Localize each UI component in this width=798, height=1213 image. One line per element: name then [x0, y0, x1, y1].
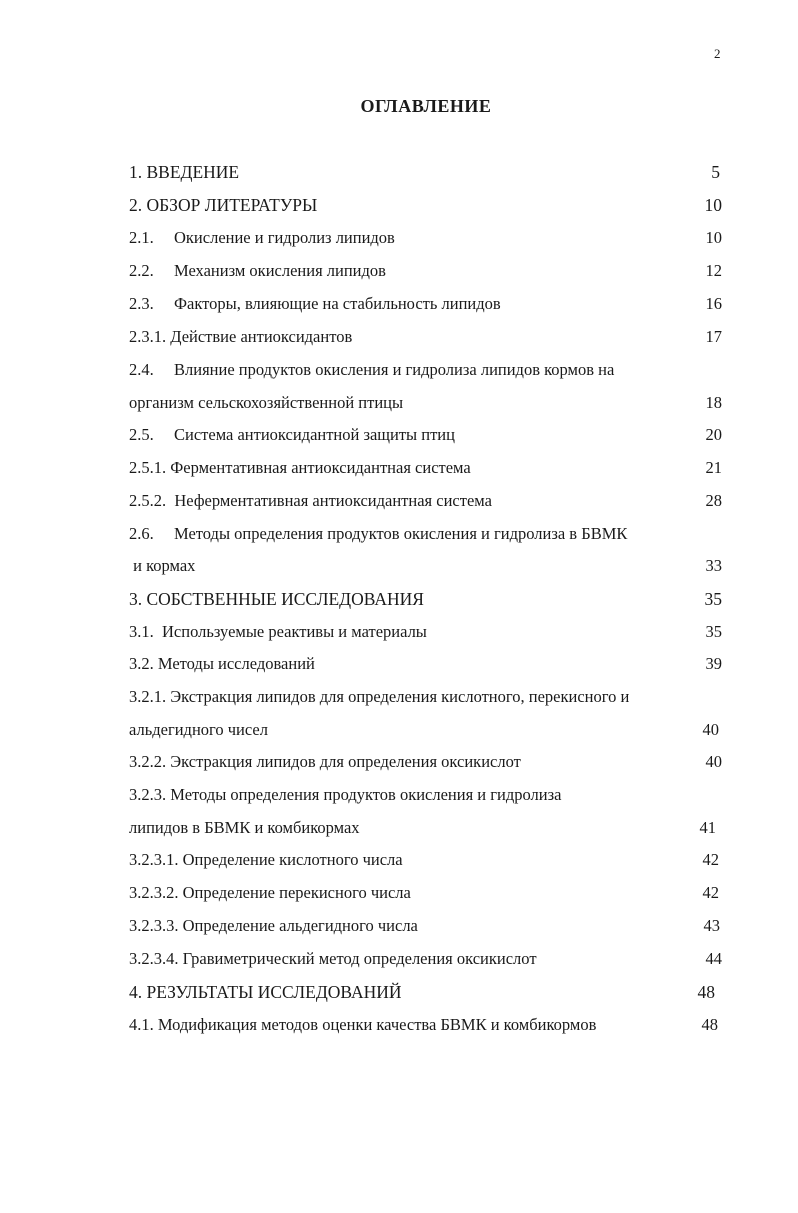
- toc-entry-text: альдегидного чисел: [129, 720, 268, 739]
- toc-entry-text: Система антиоксидантной защиты птиц: [174, 425, 455, 444]
- toc-entry: [129, 259, 722, 283]
- page-number: 2: [714, 46, 721, 61]
- toc-entry: [129, 226, 722, 250]
- toc-entry-text: 2.3.1. Действие антиоксидантов: [129, 327, 353, 346]
- toc-entry: [129, 456, 722, 480]
- toc-entry-number: 2.5.: [129, 425, 154, 444]
- toc-entry-text: организм сельскохозяйственной птицы: [129, 393, 404, 412]
- toc-entry-text: 4. РЕЗУЛЬТАТЫ ИССЛЕДОВАНИЙ: [129, 982, 402, 1002]
- toc-entry-page: 10: [705, 228, 722, 247]
- toc-entry-number: 2.2.: [129, 261, 154, 280]
- toc-entry-page: 40: [702, 720, 719, 739]
- toc-entry-number: 2.3.: [129, 294, 154, 313]
- toc-entry-text: 2. ОБЗОР ЛИТЕРАТУРЫ: [129, 195, 318, 215]
- toc-entry-page: 42: [702, 883, 719, 902]
- toc-entry-page: 16: [705, 294, 722, 313]
- toc-entry: [129, 718, 722, 742]
- toc-entry-text: 3.2. Методы исследований: [129, 654, 315, 673]
- toc-entry-text: 3.1. Используемые реактивы и материалы: [129, 622, 427, 641]
- toc-entry-text: 3.2.3.3. Определение альдегидного числа: [129, 916, 418, 935]
- toc-entry-text: 3.2.3.4. Гравиметрический метод определения оксикислот: [129, 949, 537, 968]
- toc-entry-page: 48: [701, 1015, 718, 1034]
- toc-entry: [129, 423, 722, 447]
- toc-entry-text: Методы определения продуктов окисления и гидролиза в БВМК: [174, 524, 628, 543]
- toc-entry: [129, 652, 722, 676]
- toc-entry-page: 40: [705, 752, 722, 771]
- toc-entry-text: Факторы, влияющие на стабильность липидов: [174, 294, 501, 313]
- toc-entry: [129, 750, 722, 774]
- toc-entry-page: 20: [705, 425, 722, 444]
- toc-entry-text: Механизм окисления липидов: [174, 261, 386, 280]
- toc-entry-number: 2.1.: [129, 228, 154, 247]
- toc-entry-page: 44: [705, 949, 722, 968]
- toc-entry-text: Окисление и гидролиз липидов: [174, 228, 395, 247]
- toc-entry: [129, 193, 722, 217]
- toc-entry: [129, 914, 722, 938]
- toc-entry-page: 5: [711, 162, 720, 182]
- toc-entry-page: 21: [705, 458, 722, 477]
- toc-entry-page: 43: [703, 916, 720, 935]
- toc-entry-text: 3.2.3.2. Определение перекисного числа: [129, 883, 411, 902]
- toc-entry-page: 10: [704, 195, 722, 215]
- toc-entry-page: 48: [697, 982, 715, 1002]
- toc-entry-text: и кормах: [129, 556, 196, 575]
- toc-entry-page: 28: [705, 491, 722, 510]
- toc-entry-number: 2.4.: [129, 360, 154, 379]
- page-title: ОГЛАВЛЕНИЕ: [360, 96, 492, 116]
- toc-entry-page: 35: [705, 622, 722, 641]
- toc-entry: [129, 685, 722, 709]
- toc-entry-page: 39: [705, 654, 722, 673]
- toc-entry-page: 18: [705, 393, 722, 412]
- toc-entry-page: 41: [699, 818, 716, 837]
- toc-entry-text: 3.2.3. Методы определения продуктов окисления и гидролиза: [129, 785, 562, 804]
- toc-entry-text: липидов в БВМК и комбикормах: [129, 818, 360, 837]
- toc-entry: [129, 554, 722, 578]
- toc-entry: [129, 325, 722, 349]
- toc-entry: [129, 587, 722, 611]
- toc-entry: [129, 391, 722, 415]
- toc-entry: [129, 292, 722, 316]
- toc-entry: [129, 947, 722, 971]
- toc-entry-page: 35: [704, 589, 722, 609]
- toc-entry: [129, 160, 722, 184]
- toc-entry-text: 3. СОБСТВЕННЫЕ ИССЛЕДОВАНИЯ: [129, 589, 424, 609]
- toc-entry: [129, 816, 722, 840]
- toc-entry-page: 12: [705, 261, 722, 280]
- toc-entry-number: 2.6.: [129, 524, 154, 543]
- toc-entry: [129, 783, 722, 807]
- toc-entry-text: 3.2.3.1. Определение кислотного числа: [129, 850, 403, 869]
- toc-entry: [129, 489, 722, 513]
- toc-entry-text: Влияние продуктов окисления и гидролиза липидов кормов на: [174, 360, 615, 379]
- toc-entry: [129, 620, 722, 644]
- toc-entry-text: 2.5.1. Ферментативная антиоксидантная система: [129, 458, 471, 477]
- toc-entry-text: 4.1. Модификация методов оценки качества БВМК и комбикормов: [129, 1015, 597, 1034]
- toc-entry-text: 3.2.2. Экстракция липидов для определения оксикислот: [129, 752, 521, 771]
- toc-entry-page: 33: [705, 556, 722, 575]
- toc-entry-text: 3.2.1. Экстракция липидов для определения кислотного, перекисного и: [129, 687, 630, 706]
- toc-entry: [129, 980, 722, 1004]
- toc-entry: [129, 848, 722, 872]
- toc-entry: [129, 358, 722, 382]
- toc-entry-text: 2.5.2. Неферментативная антиоксидантная система: [129, 491, 492, 510]
- toc-entry: [129, 522, 722, 546]
- toc-entry-page: 42: [702, 850, 719, 869]
- toc-entry: [129, 1013, 722, 1037]
- toc-entry-text: 1. ВВЕДЕНИЕ: [129, 162, 240, 182]
- toc-entry: [129, 881, 722, 905]
- toc-entry-page: 17: [705, 327, 722, 346]
